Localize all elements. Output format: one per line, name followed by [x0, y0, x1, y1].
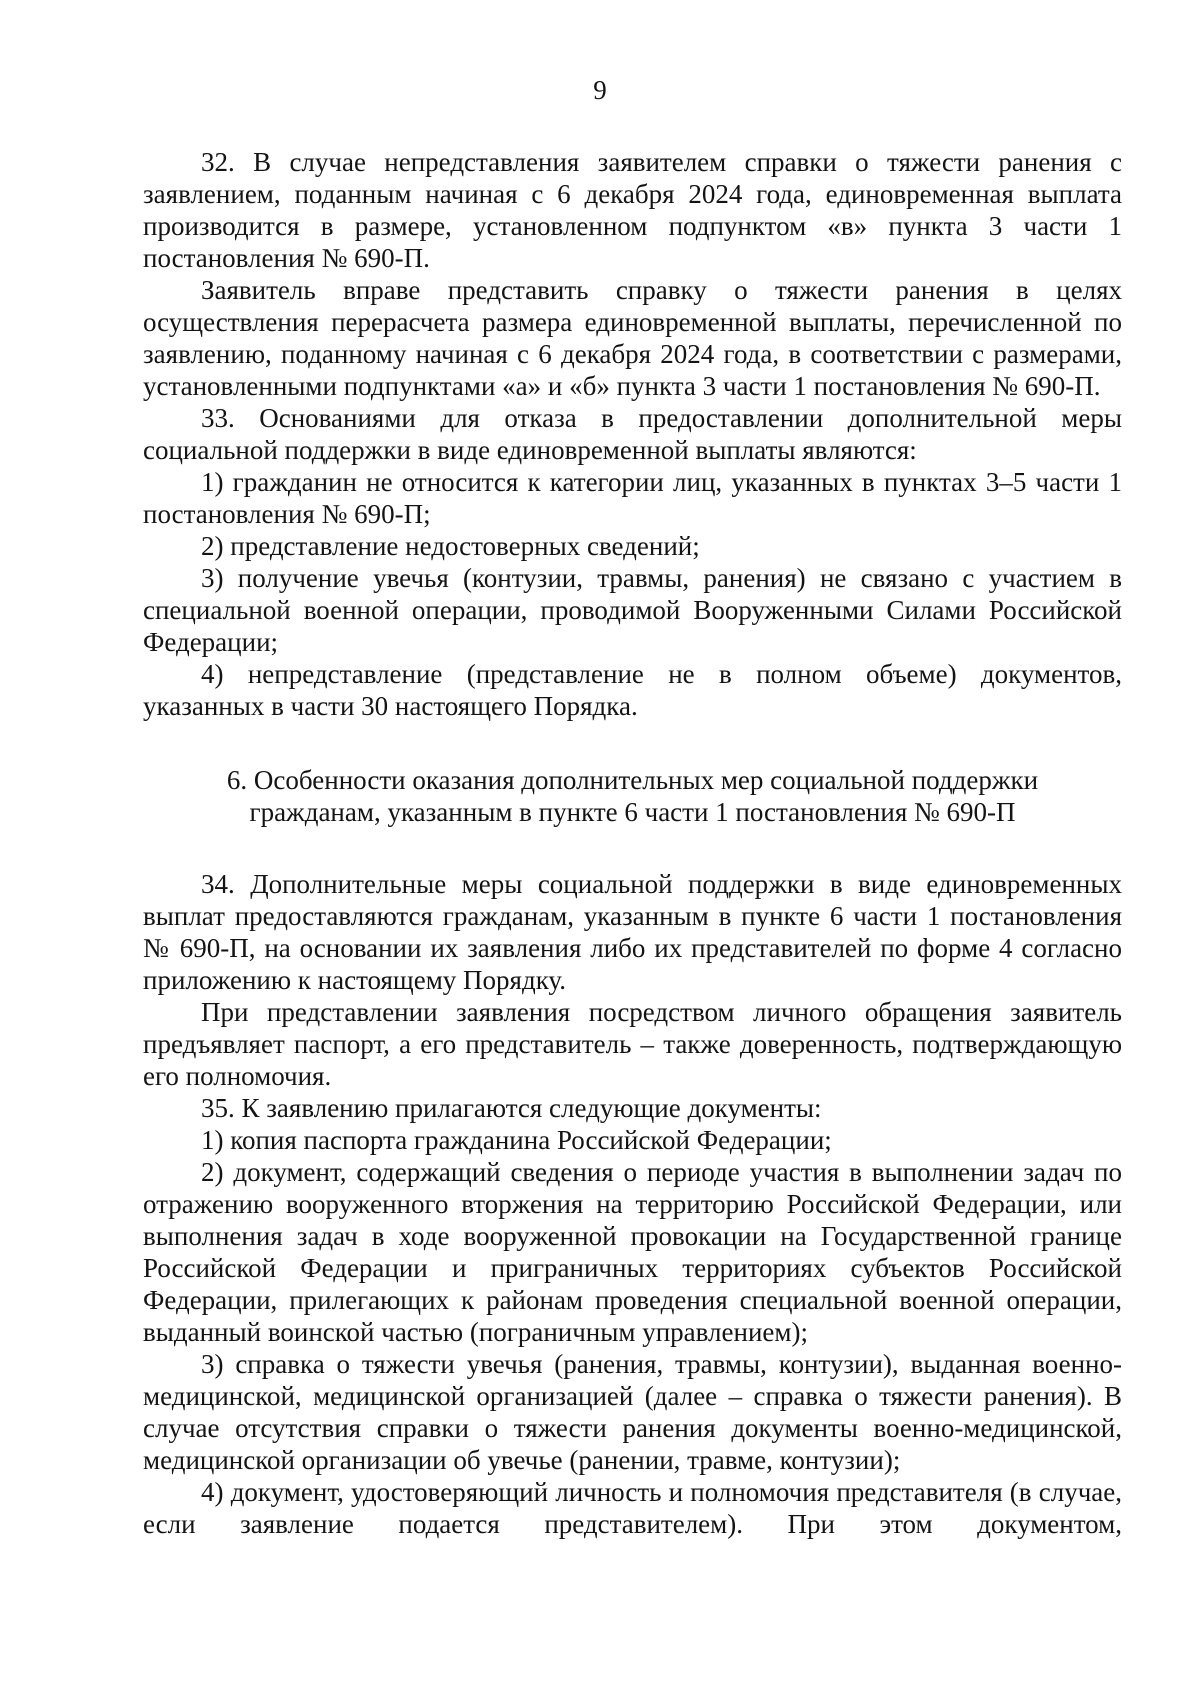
- paragraph-33-item-2: 2) представление недостоверных сведений;: [201, 531, 700, 561]
- paragraph-33: 33. Основаниями для отказа в предоставлении дополнительной меры социальной поддержки в виде единовременной выплаты являются:: [143, 403, 1122, 465]
- paragraph-34: 34. Дополнительные меры социальной поддержки в виде единовременных выплат предоставляются гражданам, указанным в пункте 6 части 1 постановления № 690-П, на основании их заявления либо их представителей по форме 4 согласно приложению к настоящему Порядку.: [143, 869, 1122, 995]
- paragraph-33-item-4: 4) непредставление (представление не в полном объеме) документов, указанных в части 30 настоящего Порядка.: [143, 659, 1122, 721]
- paragraph-34-personal-visit: При представлении заявления посредством личного обращения заявитель предъявляет паспорт, а его представитель – также доверенность, подтверждающую его полномочия.: [143, 997, 1122, 1091]
- paragraph-32: 32. В случае непредставления заявителем справки о тяжести ранения с заявлением, поданным начиная с 6 декабря 2024 года, единовременная выплата производится в размере, установленном подпунктом «в» пункта 3 части 1 постановления № 690-П.: [143, 147, 1122, 273]
- section-heading: [143, 764, 1122, 828]
- paragraph-35-item-3: 3) справка о тяжести увечья (ранения, травмы, контузии), выданная военно-медицинской, медицинской организацией (далее – справка о тяжести ранения). В случае отсутствия справки о тяжести ранения документы военно-медицинской, медицинской организации об увечье (ранении, травме, контузии);: [143, 1349, 1122, 1475]
- paragraph-33-item-1: 1) гражданин не относится к категории лиц, указанных в пунктах 3–5 части 1 постановления № 690-П;: [143, 467, 1122, 529]
- page-number: 9: [593, 75, 607, 105]
- section-heading-line-2: гражданам, указанным в пункте 6 части 1 постановления № 690-П: [249, 797, 1016, 827]
- paragraph-35-item-1: 1) копия паспорта гражданина Российской Федерации;: [201, 1125, 832, 1155]
- paragraph-33-item-3: 3) получение увечья (контузии, травмы, ранения) не связано с участием в специальной военной операции, проводимой Вооруженными Силами Российской Федерации;: [143, 563, 1122, 657]
- document-body: [143, 146, 1122, 1540]
- paragraph-32-recalculation: Заявитель вправе представить справку о тяжести ранения в целях осуществления перерасчета размера единовременной выплаты, перечисленной по заявлению, поданному начиная с 6 декабря 2024 года, в соответствии с размерами, установленными подпунктами «а» и «б» пункта 3 части 1 постановления № 690-П.: [143, 275, 1122, 401]
- section-heading-line-1: 6. Особенности оказания дополнительных мер социальной поддержки: [226, 765, 1039, 795]
- paragraph-35-item-4: 4) документ, удостоверяющий личность и полномочия представителя (в случае, если заявление подается представителем). При этом документом,: [143, 1477, 1122, 1539]
- paragraph-35: 35. К заявлению прилагаются следующие документы:: [201, 1093, 822, 1123]
- paragraph-35-item-2: 2) документ, содержащий сведения о периоде участия в выполнении задач по отражению вооруженного вторжения на территорию Российской Федерации, или выполнения задач в ходе вооруженной провокации на Государственной границе Российской Федерации и приграничных территориях субъектов Российской Федерации, прилегающих к районам проведения специальной военной операции, выданный воинской частью (пограничным управлением);: [143, 1157, 1122, 1347]
